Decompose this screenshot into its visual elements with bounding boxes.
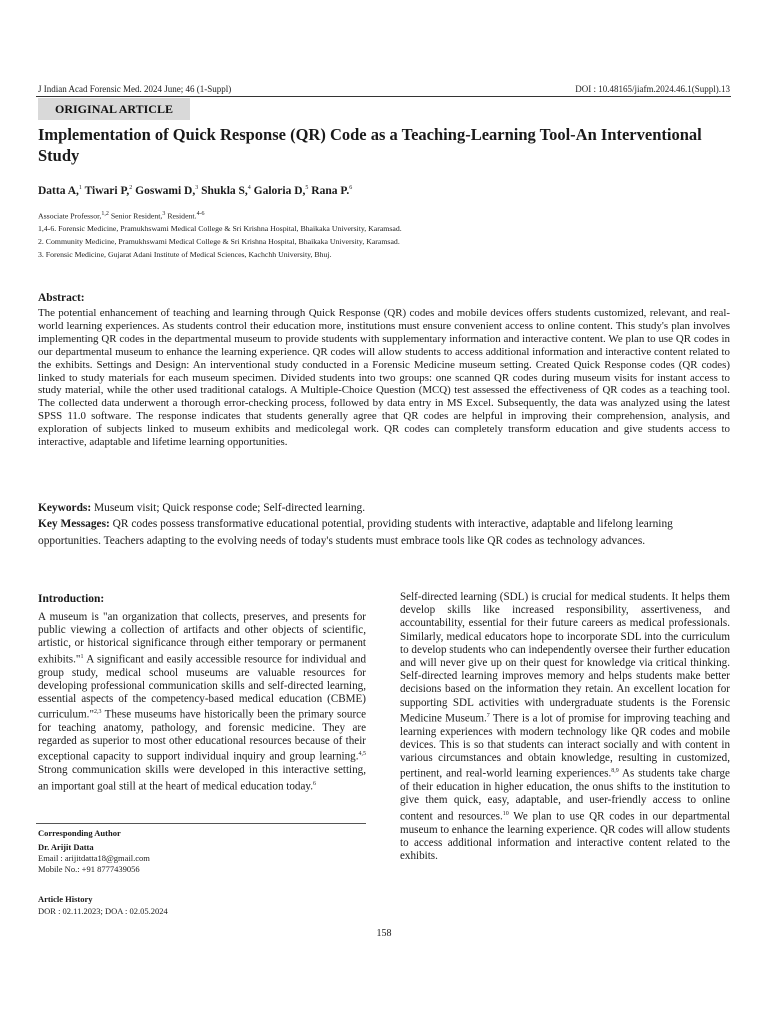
article-history-dates: DOR : 02.11.2023; DOA : 02.05.2024 [38,906,168,916]
author-sup: 4 [247,185,251,192]
key-messages-text: QR codes possess transformative educational potential, providing students with interactive, adaptable and lifelong learning opportunities. Teachers adapting to the evolving needs of today's students must embrace tools like QR codes as technology advances. [38,518,673,547]
role-text: Senior Resident, [110,211,163,221]
author-name: Shukla S, [201,185,248,197]
article-title: Implementation of Quick Response (QR) Code as a Teaching-Learning Tool-An Interventional Study [38,125,702,165]
author-name: Galoria D, [253,185,306,197]
text-run: We plan to use QR codes in our departmental museum to enhance the learning experience. QR codes will allow students to access additional information and interactive content related to the exhibits. [400,810,730,862]
affiliation-line: 3. Forensic Medicine, Gujarat Adani Institute of Medical Sciences, Kachchh University, Bhuj. [38,250,332,259]
article-history-heading: Article History [38,894,93,904]
introduction-paragraph-2 [400,591,730,863]
role-text: Associate Professor, [38,211,102,221]
journal-citation: J Indian Acad Forensic Med. 2024 June; 46 (1-Suppl) [38,84,232,94]
citation-sup: 2,3 [93,709,102,716]
doi-reference: DOI : 10.48165/jiafm.2024.46.1(Suppl).13 [575,84,730,94]
author-name: Datta A, [38,185,79,197]
author-sup: 5 [305,185,309,192]
author-name: Goswami D, [135,185,196,197]
text-run: A museum is "an organization that collects, preserves, and presents for public viewing a collection of artifacts and other objects of scientific, artistic, or historical significance through either temporary or permanent exhibits." [38,611,366,666]
article-type-badge: ORIGINAL ARTICLE [38,98,190,120]
keywords-text: Museum visit; Quick response code; Self-directed learning. [91,502,366,514]
citation-sup: 10 [502,810,509,817]
citation-sup: 6 [313,780,316,787]
header-rule [36,96,731,97]
introduction-paragraph-1 [38,611,366,793]
author-sup: 3 [195,185,199,192]
citation-sup: 1 [80,653,84,660]
text-run: As students take charge of their education in higher education, the onus shifts to the institution to give them quick, easy, adaptable, and user-friendly access to online content and resources. [400,768,730,823]
author-roles [38,208,728,223]
text-run: Strong communication skills were developed in this interactive setting, an important goal still at the heart of medical education today. [38,764,366,793]
page-number: 158 [376,928,392,939]
author-name: Rana P. [311,185,350,197]
role-text: Resident. [167,211,197,221]
text-run: There is a lot of promise for improving teaching and learning experiences with modern technology like QR codes and mobile devices. This is so that students can interact socially and with content in various circumstances and obtain knowledge, resulting in customized, pertinent, and real-world learning experiences. [400,712,730,781]
affiliation-line: 2. Community Medicine, Pramukhswami Medical College & Sri Krishna Hospital, Bhaikaka University, Karamsad. [38,237,400,246]
role-sup: 3 [162,211,166,217]
corresponding-author-heading: Corresponding Author [38,828,121,838]
key-messages [38,516,728,549]
role-sup: 1,2 [101,211,109,217]
affiliation-line: 1,4-6. Forensic Medicine, Pramukhswami Medical College & Sri Krishna Hospital, Bhaikaka University, Karamsad. [38,224,402,233]
corresponding-author-name: Dr. Arijit Datta [38,842,94,852]
citation-sup: 8,9 [611,768,619,775]
role-sup: 4-6 [196,211,205,217]
text-run: A significant and easily accessible resource for individual and group study, medical school museums are valuable resources for developing professional communication skills and self-directed learning, essential aspects of the competency-based medical education (CBME) curriculum." [38,653,366,721]
author-sup: 2 [129,185,133,192]
citation-sup: 4,5 [358,751,366,758]
author-name: Tiwari P, [84,185,130,197]
author-sup: 6 [349,185,353,192]
author-sup: 1 [78,185,82,192]
keywords-label: Keywords: [38,502,92,514]
abstract-heading: Abstract: [38,292,85,304]
abstract-text: The potential enhancement of teaching and learning through Quick Response (QR) codes and mobile devices offers students customized, relevant, and real-world learning experiences. As students control their education more, institutions must ensure convenient access to online content. This study's plan involves implementing QR codes in the departmental museum to provide students with supplementary information and interactive content. We plan to use QR codes in our departmental museum to enhance the learning experience. QR codes will allow students to access additional information and interactive content related to the exhibits. Settings and Design: An interventional study conducted in a Forensic Medicine museum setting. Created Quick Response codes (QR codes) linked to study materials for each museum specimen. Divided students into two groups: one scanned QR codes during museum visits for instant access to study material, while the other used traditional catalogs. A Multiple-Choice Question (MCQ) test assessed the effectiveness of QR codes as a teaching tool. The collected data underwent a thorough error-checking process, followed by data entry in MS Excel. Subsequently, the data was analyzed using the latest SPSS 11.0 software. The response indicates that students generally agree that QR codes are helpful in improving their comprehension, analysis, and exploration of subjects linked to museum exhibits and medicolegal work. QR codes can completely transform education and give students access to interactive, adaptable and lifetime learning opportunities. [38,307,730,449]
author-list [38,185,728,197]
key-messages-label: Key Messages: [38,518,110,530]
citation-sup: 7 [486,712,490,719]
text-run: Self-directed learning (SDL) is crucial for medical students. It helps them develop skills like increased responsibility, assertiveness, and accountability, essential for their future careers as medical professionals. Similarly, medical educators hope to incorporate SDL into the curriculum to develop students who can independently oversee their further education and will never give up on their quest for knowledge via critical thinking. Self-directed learning improves memory and helps students make better decisions based on the information they retain. An excellent location for supporting SDL activities with undergraduate students is the Forensic Medicine Museum. [400,591,730,725]
keywords [38,500,728,516]
corresponding-author-mobile: Mobile No.: +91 8777439056 [38,864,140,874]
text-run: These museums have historically been the primary source for teaching anatomy, pathology, and forensic medicine. They are regarded as superior to most other educational resources because of their exceptional capacity to support individual inquiry and group learning. [38,708,366,764]
corresponding-rule [36,823,366,824]
corresponding-author-email: Email : arijitdatta18@gmail.com [38,853,150,863]
introduction-heading: Introduction: [38,593,105,605]
